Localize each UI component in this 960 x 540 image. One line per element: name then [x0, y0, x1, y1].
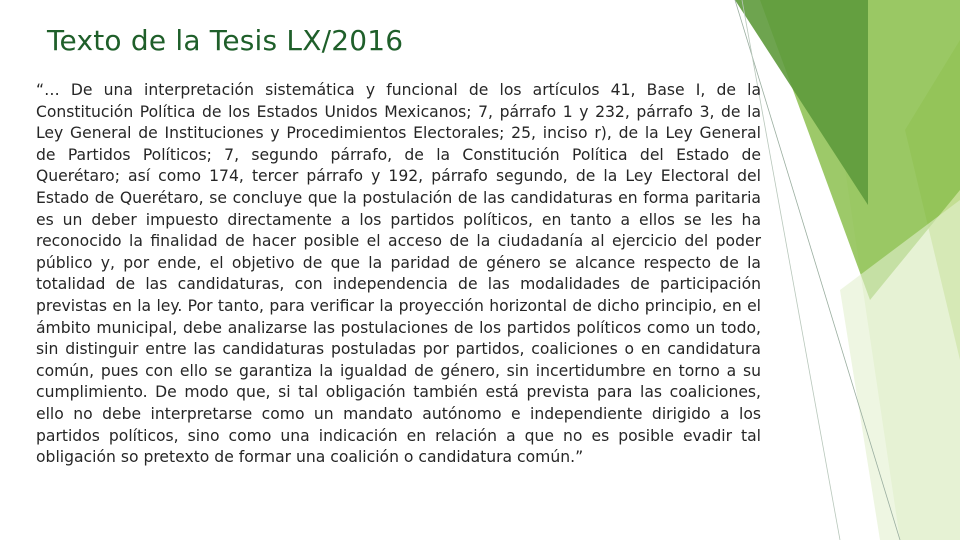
- slide-title: Texto de la Tesis LX/2016: [47, 24, 404, 57]
- quote-paragraph: “… De una interpretación sistemática y funcional de los artículos 41, Base I, de la Constitución Política de los Estados Unidos Mexicanos; 7, párrafo 1 y 232, párrafo 3, de la Ley General de Instituciones y Procedimientos Electorales; 25, inciso r), de la Ley General de Partidos Políticos; 7, segundo párrafo, de la Constitución Política del Estado de Querétaro; así como 174, tercer párrafo y 192, párrafo segundo, de la Ley Electoral del Estado de Querétaro, se concluye que la postulación de las candidaturas en forma paritaria es un deber impuesto directamente a los partidos políticos, en tanto a ellos se les ha reconocido la finalidad de hacer posible el acceso de la ciudadanía al ejercicio del poder público y, por ende, el objetivo de que la paridad de género se alcance respecto de la totalidad de las candidaturas, con independencia de las modalidades de participación previstas en la ley. Por tanto, para verificar la proyección horizontal de dicho principio, en el ámbito municipal, debe analizarse las postulaciones de los partidos políticos como un todo, sin distinguir entre las candidaturas postuladas por partidos, coaliciones o en candidatura común, pues con ello se garantiza la igualdad de género, sin incertidumbre en torno a su cumplimiento. De modo que, si tal obligación también está prevista para las coaliciones, ello no debe interpretarse como un mandato autónomo e independiente dirigido a los partidos políticos, sino como una indicación en relación a que no es posible evadir tal obligación so pretexto de formar una coalición o candidatura común.”: [36, 81, 761, 467]
